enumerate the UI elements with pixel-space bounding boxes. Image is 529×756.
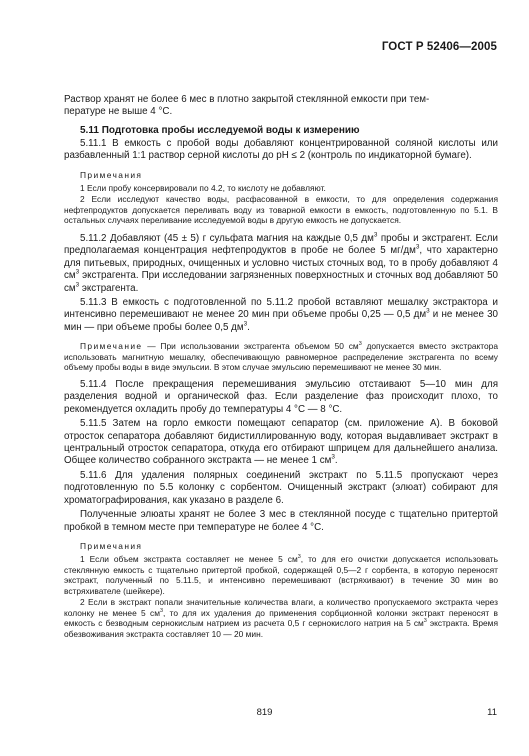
page-number-right: 11 [487,707,497,718]
paragraph-5-11-6: 5.11.6 Для удаления полярных соединений экстракт по 5.11.5 пропускают через подготовленную по 5.5 колонку с сорбентом. Очищенный экстракт (элюат) собирают для хроматографирования, как указано в разделе 6. [64,469,498,506]
paragraph-5-11-3: 5.11.3 В емкость с подготовленной по 5.11.2 пробой вставляют мешалку экстрактора и интенсивно перемешивают не менее 20 мин при объеме пробы 0,25 — 0,5 $дм^3$ и не менее 30 мин — при объеме пробы более 0,5 $дм^3$. [64,297,498,333]
section-heading-5-11: 5.11 Подготовка пробы исследуемой воды к измерению [80,124,360,136]
note-item: 2 Если в экстракт попали значительные количества влаги, а количество пропускаемого экстракта через колонку не менее 5 $см^3$, то для их удаления до применения сорбционной колонки экстракт переносят в емкость с безводным сернокислым натрием из расчета 0,5 г сернокислого натрия на 5 $см^3$ экстракта. Время обезвоживания экстракта составляет 10 — 20 мин. [64,597,498,640]
page-number-center: 819 [256,707,273,718]
paragraph-5-11-1: 5.11.1 В емкость с пробой воды добавляют концентрированной соляной кислоты или разбавленный 1:1 раствор серной кислоты до pH ≤ 2 (контроль по индикаторной бумаге). [64,137,498,162]
note-item: 1 Если пробу консервировали по 4.2, то кислоту не добавляют. [80,182,326,193]
notes-title: Примечания [80,169,143,180]
document-body [64,94,498,641]
standard-number: ГОСТ Р 52406—2005 [381,41,497,53]
notes-title: Примечания [80,540,143,551]
note-item: 1 Если объем экстракта составляет не менее 5 $см^3$, то для его очистки допускается использовать стеклянную емкость с тщательно притертой пробкой, содержащей 0,5—2 г сорбента, в которую переносят экстракт, полученный по 5.11.5, и интенсивно перемешивают (встряхивают) в течение 30 мин во встряхивателе (шейкере). [64,553,498,596]
paragraph-5-11-5: 5.11.5 Затем на горло емкости помещают сепаратор (см. приложение А). В боковой отросток сепаратора добавляют бидистиллированную воду, которая выдавливает экстракт в центральный отросток сепаратора, откуда его отбирают шприцем для дальнейшего анализа. Общее количество собранного экстракта — не менее 1 $см^3$. [64,418,498,467]
paragraph-reagent-storage: Раствор хранят не более 6 мес в плотно закрытой стеклянной емкости при тем- пературе не выше 4 °С. [64,94,430,118]
paragraph-5-11-2: 5.11.2 Добавляют (45 ± 5) г сульфата магния на каждые 0,5 $дм^3$ пробы и экстрагент. Если предполагаемая концентрация нефтепродуктов в пробе не более 5 $мг/дм^3$, что характерно для питьевых, природных, очищенных и условно чистых сточных вод, то в пробу добавляют 4 $см^3$ экстрагента. При исследовании загрязненных поверхностных и сточных вод добавляют 50 $см^3$ экстрагента. [64,231,498,294]
note-item: 2 Если исследуют качество воды, расфасованной в емкости, то для определения содержания нефтепродуктов допускается переливать воду из товарной емкости в емкость, подготовленную по 5.1. В остальных случаях переливание исследуемой воды в другую емкость не допускается. [64,194,498,226]
paragraph-5-11-4: 5.11.4 После прекращения перемешивания эмульсию отстаивают 5—10 мин для разделения водной и органической фаз. Если разделение фаз происходит плохо, то рекомендуется охладить пробу до температуры 4 °С — 8 °С. [64,379,498,415]
note-extractant: Примечание — При использовании экстрагента объемом 50 $см^3$ допускается вместо экстрактора использовать магнитную мешалку, обеспечивающую равномерное распределение экстрагента по всему объему пробы воды в виде эмульсии. В этом случае эмульсию перемешивают не менее 30 мин. [64,341,498,373]
paragraph-eluate-storage: Полученные элюаты хранят не более 3 мес в стеклянной посуде с тщательно притертой пробкой в темном месте при температуре не более 4 °С. [64,509,498,533]
